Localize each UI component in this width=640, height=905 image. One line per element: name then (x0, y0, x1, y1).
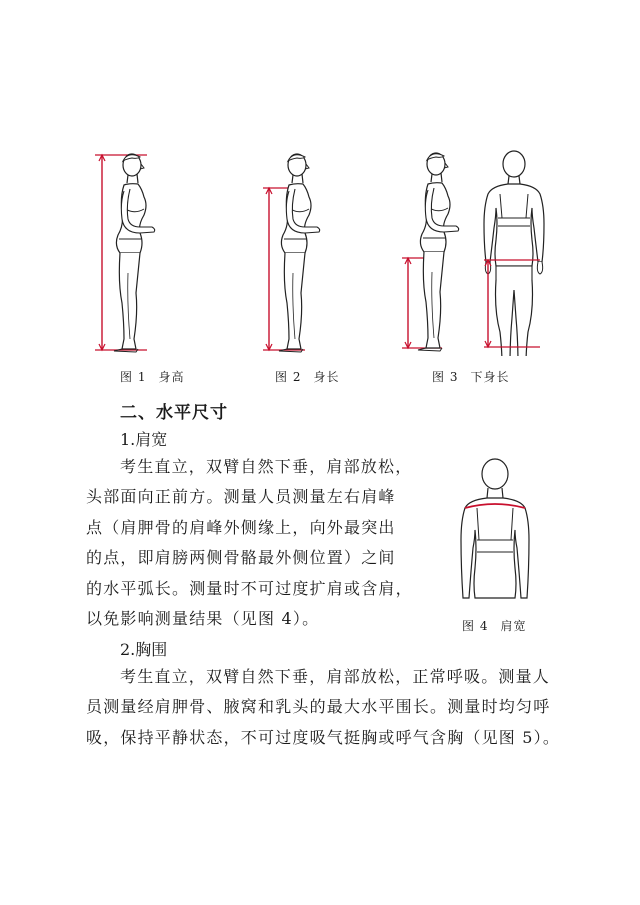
figure-3-lower-body-length (398, 150, 558, 356)
chest-line-1: 考生直立，双臂自然下垂，肩部放松，正常呼吸。测量人 (120, 667, 551, 686)
chest-line-3: 吸，保持平静状态，不可过度吸气挺胸或呼气含胸（见图 5）。 (86, 727, 561, 747)
shoulder-line-3: 点（肩胛骨的肩峰外侧缘上，向外最突出 (86, 517, 396, 537)
chest-paragraph (86, 662, 586, 753)
shoulder-line-4: 的点，即肩膀两侧骨骼最外侧位置）之间 (86, 548, 396, 568)
figure-2-caption: 图 2 身长 (275, 370, 340, 384)
subsection-shoulder-title: 1.肩宽 (120, 430, 168, 449)
figure-3-caption: 图 3 下身长 (432, 370, 510, 384)
figure-4-shoulder-width (455, 458, 535, 608)
shoulder-line-6: 以免影响测量结果（见图 4）。 (86, 609, 320, 629)
figure-4-caption: 图 4 肩宽 (462, 619, 527, 633)
figure-1-caption: 图 1 身高 (120, 370, 185, 384)
shoulder-line-5: 的水平弧长。测量时不可过度扩肩或含肩， (86, 578, 413, 598)
shoulder-paragraph (86, 452, 421, 634)
figure-1-height (92, 150, 162, 356)
shoulder-line-1: 考生直立，双臂自然下垂，肩部放松， (120, 457, 413, 476)
section-title: 二、水平尺寸 (120, 403, 228, 423)
subsection-chest-title: 2.胸围 (120, 640, 168, 659)
chest-line-2: 员测量经肩胛骨、腋窝和乳头的最大水平围长。测量时均匀呼 (86, 697, 551, 717)
shoulder-line-2: 头部面向正前方。测量人员测量左右肩峰 (86, 487, 396, 507)
figure-2-body-length (255, 150, 325, 356)
